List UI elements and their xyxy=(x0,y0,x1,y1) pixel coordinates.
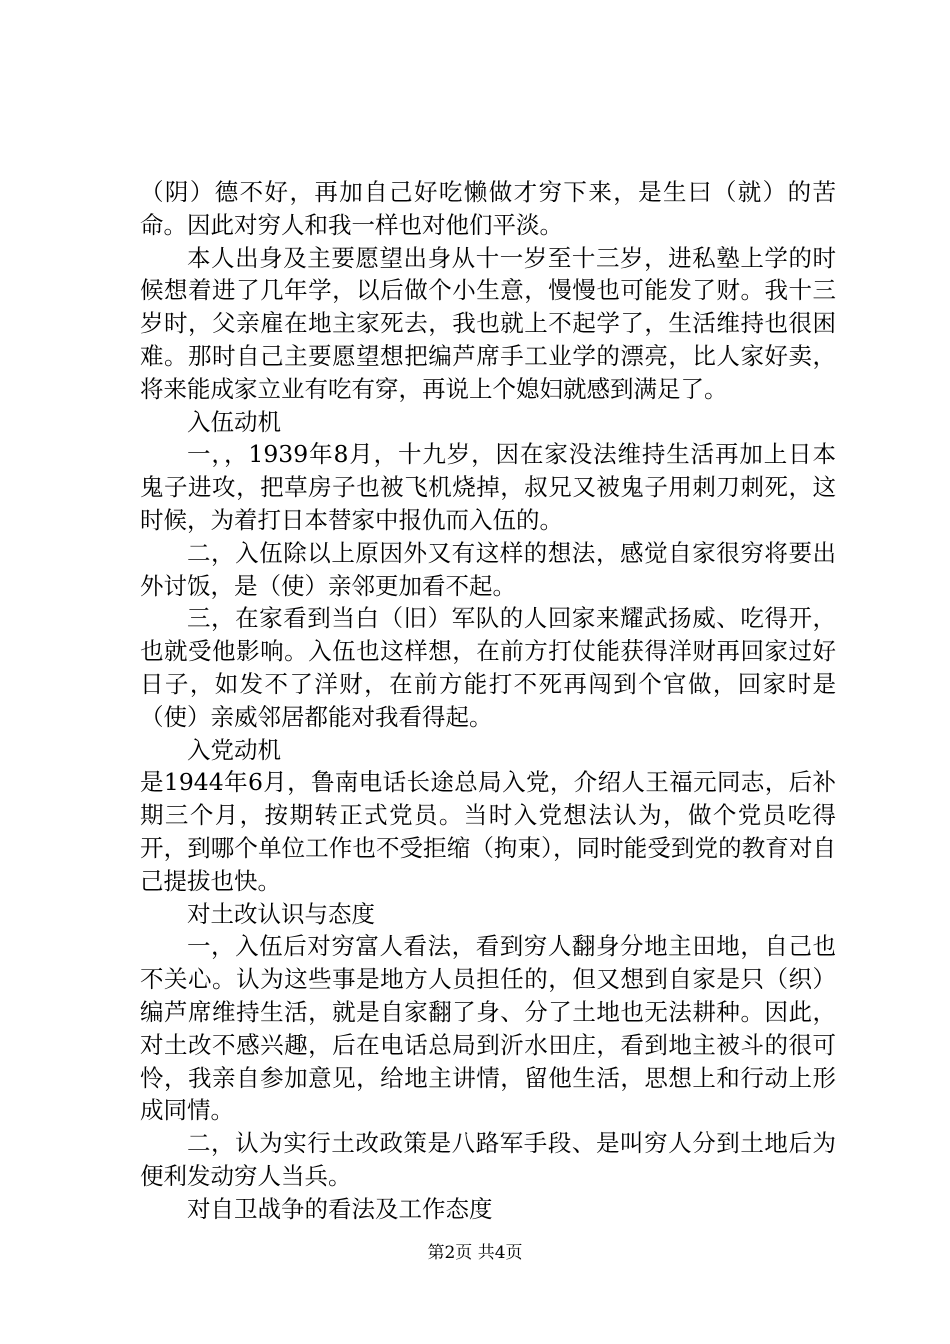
paragraph-enlistment-1: 一，，1939年8月，十九岁，因在家没法维持生活再加上日本鬼子进攻，把草房子也被飞机烧掉，叔兄又被鬼子用刺刀刺死，这时候，为着打日本替家中报仇而入伍的。 xyxy=(140,440,836,534)
paragraph-enlistment-3: 三，在家看到当白（旧）军队的人回家来耀武扬威、吃得开，也就受他影响。入伍也这样想，在前方打仗能获得洋财再回家过好日子，如发不了洋财，在前方能打不死再闯到个官做，回家时是（使）亲威邻居都能对我看得起。 xyxy=(140,604,836,731)
paragraph-party-joining: 是1944年6月，鲁南电话长途总局入党，介绍人王福元同志，后补期三个月，按期转正式党员。当时入党想法认为，做个党员吃得开，到哪个单位工作也不受拒缩（拘束），同时能受到党的教育对自己提拔也快。 xyxy=(140,768,836,895)
paragraph-enlistment-2: 二，入伍除以上原因外又有这样的想法，感觉自家很穷将要出外讨饭，是（使）亲邻更加看不起。 xyxy=(140,538,836,600)
section-heading-party-motive: 入党动机 xyxy=(187,735,281,764)
document-body xyxy=(140,176,836,1226)
paragraph-land-reform-1: 一，入伍后对穷富人看法，看到穷人翻身分地主田地，自己也不关心。认为这些事是地方人员担任的，但又想到自家是只（织）编芦席维持生活，就是自家翻了身、分了土地也无法耕种。因此，对土改不感兴趣，后在电话总局到沂水田庄，看到地主被斗的很可怜，我亲自参加意见，给地主讲情，留他生活，思想上和行动上形成同情。 xyxy=(140,932,836,1125)
paragraph-continuation: （阴）德不好，再加自己好吃懒做才穷下来，是生曰（就）的苦命。因此对穷人和我一样也对他们平淡。 xyxy=(140,178,836,239)
page-number-footer: 第2页 共4页 xyxy=(427,1243,523,1263)
paragraph-background: 本人出身及主要愿望出身从十一岁至十三岁，进私塾上学的时候想着进了几年学，以后做个小生意，慢慢也可能发了财。我十三岁时，父亲雇在地主家死去，我也就上不起学了，生活维持也很困难。那时自己主要愿望想把编芦席手工业学的漂亮，比人家好卖，将来能成家立业有吃有穿，再说上个媳妇就感到满足了。 xyxy=(140,243,836,403)
section-heading-self-defense-war: 对自卫战争的看法及工作态度 xyxy=(187,1194,493,1223)
section-heading-enlistment-motive: 入伍动机 xyxy=(187,407,281,436)
section-heading-land-reform: 对土改认识与态度 xyxy=(187,899,375,928)
paragraph-land-reform-2: 二，认为实行土改政策是八路军手段、是叫穷人分到土地后为便利发动穷人当兵。 xyxy=(140,1129,836,1190)
